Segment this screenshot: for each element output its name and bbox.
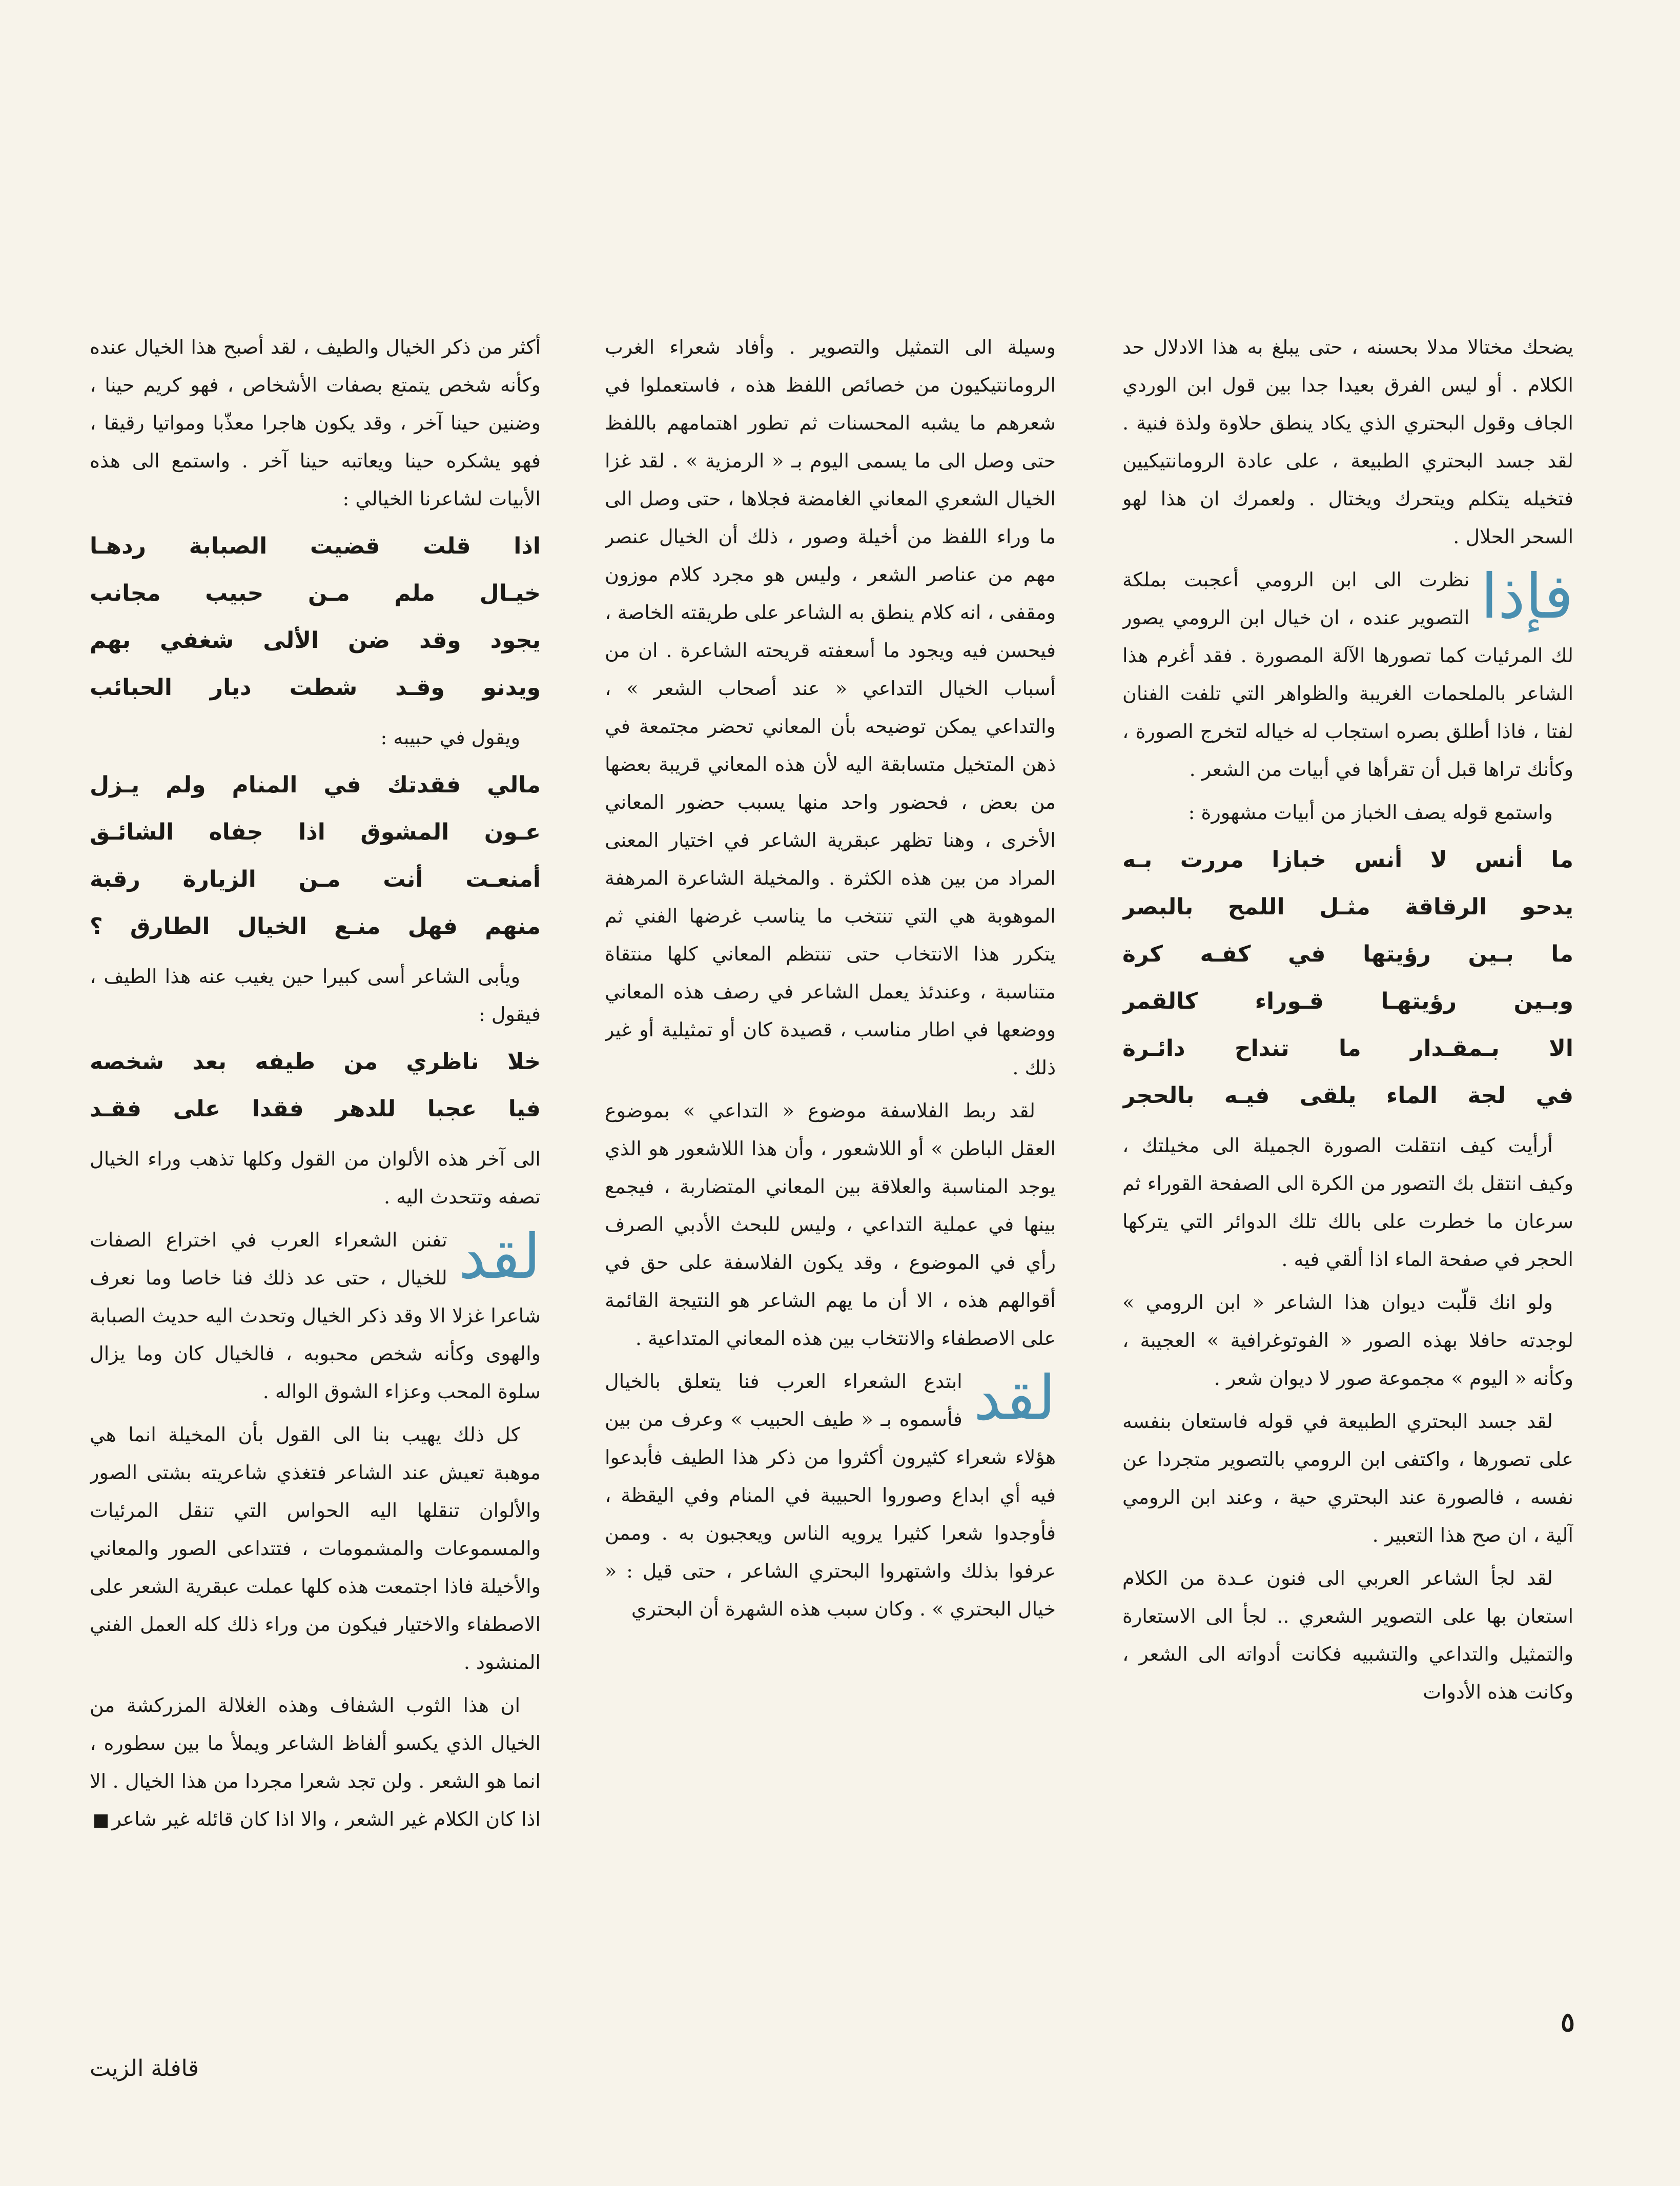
poem-verse: الا بـمقـدار ما تنداح دائـرة xyxy=(1122,1035,1573,1061)
paragraph-text: ان هذا الثوب الشفاف وهذه الغلالة المزركشة من الخيال الذي يكسو ألفاظ الشاعر ويملأ ما بين سطوره ، انما هو الشعر . ولن تجد شعرا مجردا من هذا الخيال . الا اذا كان الكلام غير الشعر ، والا اذا كان قائله غير شاعر xyxy=(90,1694,541,1830)
paragraph: واستمع قوله يصف الخباز من أبيات مشهورة : xyxy=(1188,801,1553,824)
poem-verse: وبـين رؤيتهـا قـوراء كالقمر xyxy=(1122,988,1573,1014)
poem-verse: في لجة الماء يلقى فيـه بالحجر xyxy=(1122,1082,1573,1109)
poem-verses xyxy=(1122,836,1573,1119)
paragraph: لقد ربط الفلاسفة موضوع « التداعي » بموضوع العقل الباطن » أو اللاشعور ، وأن هذا اللاشعور هو الذي يوجد المناسبة والعلاقة بين المعاني المتضاربة ، فيجمع بينها في عملية التداعي ، وليس للبحث الأدبي الصرف رأي في الموضوع ، وقد يكون الفلاسفة على حق في أقوالهم هذه ، الا أن ما يهم الشاعر هو النتيجة القائمة على الاصطفاء والانتخاب بين هذه المعاني المتداعية . xyxy=(605,1099,1056,1350)
poem-verse: خيـال ملم مـن حبيب مجانب xyxy=(90,580,541,606)
paragraph: لقد لجأ الشاعر العربي الى فنون عـدة من الكلام استعان بها على التصوير الشعري .. لجأ الى الاستعارة والتمثيل والتداعي والتشبيه فكانت أدواته الى الشعر ، وكانت هذه الأدوات xyxy=(1122,1567,1573,1703)
page-number: ٥ xyxy=(1561,2007,1575,2038)
poem-verse: عـون المشوق اذا جفاه الشائـق xyxy=(90,819,541,845)
poem-verse: اذا قلت قضيت الصبابة ردهـا xyxy=(90,533,541,559)
paragraph-text: تفنن الشعراء العرب في اختراع الصفات للخيال ، حتى عد ذلك فنا خاصا وما نعرف شاعرا غزلا الا وقد ذكر الخيال وتحدث اليه حديث الصبابة والهوى وكأنه شخص محبوبه ، فالخيال كان وما يزال سلوة المحب وعزاء الشوق الواله . xyxy=(90,1229,541,1403)
article-column-middle xyxy=(605,328,1056,1989)
paragraph: وسيلة الى التمثيل والتصوير . وأفاد شعراء الغرب الرومانتيكيون من خصائص اللفظ هذه ، فاستعملوا في شعرهم ما يشبه المحسنات ثم تطور اهتمامهم باللفظ حتى وصل الى ما يسمى اليوم بـ « الرمزية » . لقد غزا الخيال الشعري المعاني الغامضة فجلاها ، حتى وصل الى ما وراء اللفظ من أخيلة وصور ، ذلك أن الخيال عنصر مهم من عناصر الشعر ، وليس هو مجرد كلام موزون ومقفى ، انه كلام ينطق به الشاعر على طريقته الخاصة ، فيحسن فيه ويجود ما أسعفته قريحته الشاعرة . ان من أسباب الخيال التداعي « عند أصحاب الشعر » ، والتداعي يمكن توضيحه بأن المعاني تحضر مجتمعة في ذهن المتخيل متسابقة اليه لأن هذه المعاني قريبة بعضها من بعض ، فحضور واحد منها يسبب حضور المعاني الأخرى ، وهنا تظهر عبقرية الشاعر في اختيار المعنى المراد من بين هذه الكثرة . والمخيلة الشاعرة المرهفة الموهوبة هي التي تنتخب ما يناسب غرضها الفني ثم يتكرر هذا الانتخاب حتى تنتظم المعاني كلها منتقاة متناسبة ، وعندئذ يعمل الشاعر في رصف هذه المعاني ووضعها في اطار مناسب ، قصيدة كان أو تمثيلية أو غير ذلك . xyxy=(605,336,1056,1079)
poem-verses xyxy=(90,523,541,711)
paragraph-with-dropcap xyxy=(1122,561,1573,788)
paragraph: ويقول في حبيبه : xyxy=(380,726,520,749)
poem-verse: منهم فهل منـع الخيال الطارق ؟ xyxy=(90,913,541,939)
paragraph: ويأبى الشاعر أسى كبيرا حين يغيب عنه هذا الطيف ، فيقول : xyxy=(90,965,541,1026)
paragraph: كل ذلك يهيب بنا الى القول بأن المخيلة انما هي موهبة تعيش عند الشاعر فتغذي شاعريته بشتى الصور والألوان تنقلها اليه الحواس التي تنقل المرئيات والمسموعات والمشمومات ، فتتداعى الصور والمعاني والأخيلة فاذا اجتمعت هذه كلها عملت عبقرية الشعر على الاصطفاء والاختيار فيكون من وراء ذلك كله العمل الفني المنشود . xyxy=(90,1423,541,1673)
paragraph: يضحك مختالا مدلا بحسنه ، حتى يبلغ به هذا الادلال حد الكلام . أو ليس الفرق بعيدا جدا بين قول ابن الوردي الجاف وقول البحتري الذي يكاد ينطق حلاوة ولذة فنية . لقد جسد البحتري الطبيعة ، على عادة الرومانتيكيين فتخيله يتكلم ويتحرك ويختال . ولعمرك ان هذا لهو السحر الحلال . xyxy=(1122,336,1573,548)
poem-verses xyxy=(90,762,541,950)
dropcap-word: لقد xyxy=(973,1363,1056,1434)
magazine-name: قافلة الزيت xyxy=(90,2055,199,2081)
paragraph: أكثر من ذكر الخيال والطيف ، لقد أصبح هذا الخيال عنده وكأنه شخص يتمتع بصفات الأشخاص ، فهو كريم حينا ، وضنين حينا آخر ، وقد يكون هاجرا معذّبا ومواتيا رقيقا ، فهو يشكره حينا ويعاتبه حينا آخر . واستمع الى هذه الأبيات لشاعرنا الخيالي : xyxy=(90,336,541,510)
paragraph xyxy=(90,1686,541,1838)
poem-verse: مالي فقدتك في المنام ولم يـزل xyxy=(90,772,541,798)
paragraph-text: ابتدع الشعراء العرب فنا يتعلق بالخيال فأسموه بـ « طيف الحبيب » وعرف من بين هؤلاء شعراء كثيرون أكثروا من ذكر هذا الطيف فأبدعوا فيه أي ابداع وصوروا الحبيبة في المنام وفي اليقظة ، فأوجدوا شعرا كثيرا يرويه الناس ويعجبون به . وممن عرفوا بذلك واشتهروا البحتري الشاعر ، حتى قيل : « خيال البحتري » . وكان سبب هذه الشهرة أن البحتري xyxy=(605,1370,1056,1620)
article-column-left xyxy=(90,328,541,1989)
paragraph: الى آخر هذه الألوان من القول وكلها تذهب وراء الخيال تصفه وتتحدث اليه . xyxy=(90,1148,541,1208)
dropcap-word: فإذا xyxy=(1481,561,1573,632)
paragraph: أرأيت كيف انتقلت الصورة الجميلة الى مخيلتك ، وكيف انتقل بك التصور من الكرة الى الصفحة القوراء ثم سرعان ما خطرت على بالك تلك الدوائر التي يتركها الحجر في صفحة الماء اذا ألقي فيه . xyxy=(1122,1134,1573,1271)
paragraph-with-dropcap xyxy=(605,1362,1056,1628)
paragraph: لقد جسد البحتري الطبيعة في قوله فاستعان بنفسه على تصورها ، واكتفى ابن الرومي بالتصوير متجردا عن نفسه ، فالصورة عند البحتري حية ، وعند ابن الرومي آلية ، ان صح هذا التعبير . xyxy=(1122,1410,1573,1546)
poem-verse: خلا ناظري من طيفه بعد شخصه xyxy=(90,1049,541,1075)
poem-verse: ما بـين رؤيتها في كفـه كرة xyxy=(1122,941,1573,967)
poem-verse: يجود وقد ضن الألى شغفي بهم xyxy=(90,627,541,653)
poem-verse: ما أنس لا أنس خبازا مررت بـه xyxy=(1122,847,1573,873)
poem-verse: يدحو الرقاقة مثـل اللمح بالبصر xyxy=(1122,894,1573,920)
poem-verse: فيا عجبا للدهر فقدا على فقـد xyxy=(90,1096,541,1122)
poem-verses xyxy=(90,1038,541,1133)
dropcap-word: لقد xyxy=(458,1221,541,1293)
article-column-right xyxy=(1122,328,1573,1989)
poem-verse: أمنعـت أنت مـن الزيارة رقبة xyxy=(90,866,541,892)
paragraph-text: نظرت الى ابن الرومي أعجبت بملكة التصوير عنده ، ان خيال ابن الرومي يصور لك المرئيات كما تصورها الآلة المصورة . فقد أغرم هذا الشاعر بالملحمات الغريبة والظواهر التي تلفت الفنان لفتا ، فاذا أطلق بصره استجاب له خياله لتخرج الصورة ، وكأنك تراها قبل أن تقرأها في أبيات من الشعر . xyxy=(1122,568,1573,781)
paragraph-with-dropcap xyxy=(90,1221,541,1411)
paragraph: ولو انك قلّبت ديوان هذا الشاعر « ابن الرومي » لوجدته حافلا بهذه الصور « الفوتوغرافية » العجيبة ، وكأنه « اليوم » مجموعة صور لا ديوان شعر . xyxy=(1122,1291,1573,1390)
end-of-article-square-icon xyxy=(94,1814,108,1828)
poem-verse: ويدنو وقـد شطت ديار الحبائب xyxy=(90,675,541,701)
